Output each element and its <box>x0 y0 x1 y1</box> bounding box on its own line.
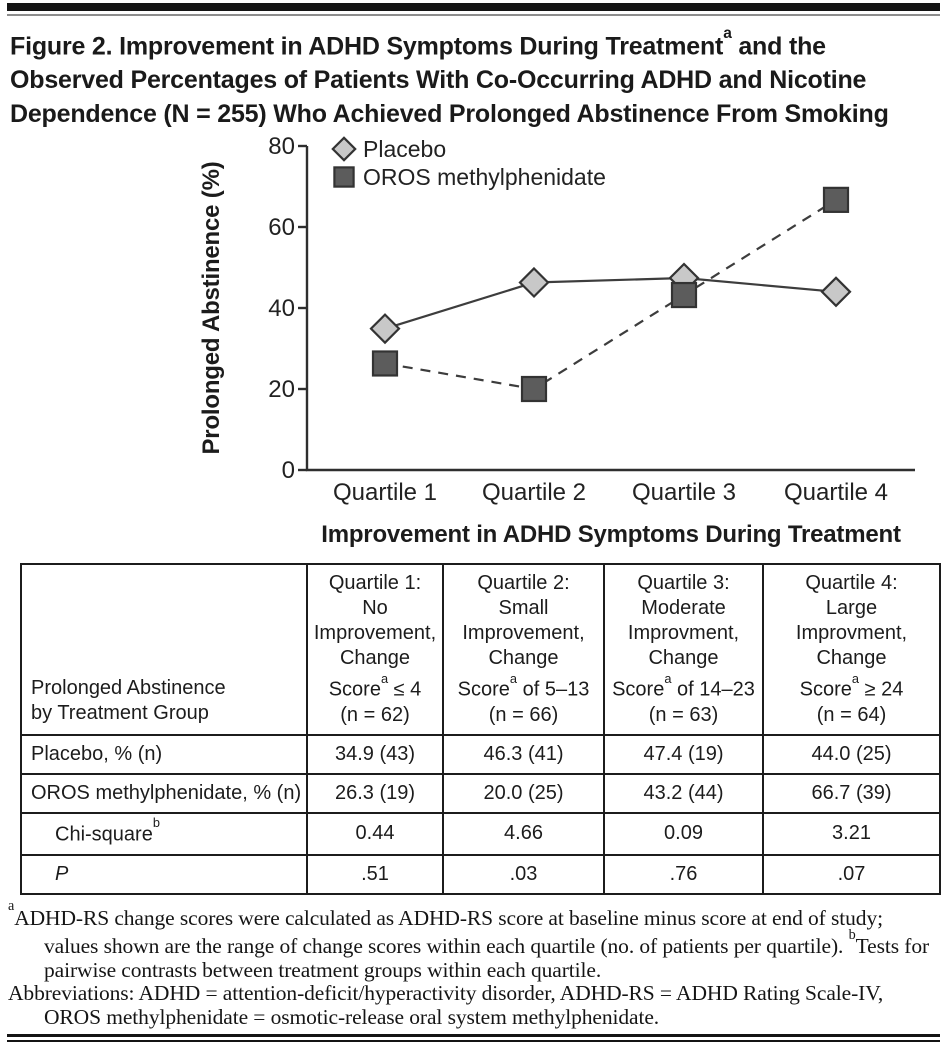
y-tick-label: 20 <box>268 376 295 404</box>
footnotes <box>8 898 942 1030</box>
diamond-marker <box>333 138 355 160</box>
value-cell: .03 <box>443 855 604 894</box>
column-header-quartile-3: Quartile 3: Moderate Improvment, Change Score$^a$ of 14–23 (n = 63) <box>604 564 763 735</box>
value-cell: 44.0 (25) <box>763 735 940 774</box>
value-cell: 34.9 (43) <box>307 735 443 774</box>
x-category-label: Quartile 2 <box>481 479 587 507</box>
square-marker <box>522 377 546 401</box>
bottom-rule <box>7 1034 940 1042</box>
column-header-quartile-1: Quartile 1: No Improvement, Change Score$^a$ ≤ 4 (n = 62) <box>307 564 443 735</box>
series-line-placebo <box>385 278 836 329</box>
footnote-abbreviations: Abbreviations: ADHD = attention-deficit/hyperactivity disorder, ADHD-RS = ADHD Rating Scale-IV, OROS methylphenidate = osmotic-release oral system methylphenidate. <box>8 981 884 1029</box>
value-cell: 20.0 (25) <box>443 774 604 813</box>
y-tick-label: 0 <box>281 457 295 485</box>
value-cell: 66.7 (39) <box>763 774 940 813</box>
square-marker <box>672 283 696 307</box>
legend-label-oros-methylphenidate: OROS methylphenidate <box>363 164 606 191</box>
x-category-label: Quartile 1 <box>332 479 438 507</box>
table-row <box>21 735 940 774</box>
line-chart <box>0 131 947 561</box>
table-body <box>21 564 940 893</box>
figure-page <box>0 3 947 1027</box>
x-category-label: Quartile 4 <box>783 479 889 507</box>
corner-header-cell: Prolonged Abstinence by Treatment Group <box>21 564 307 735</box>
value-cell: 46.3 (41) <box>443 735 604 774</box>
value-cell: .51 <box>307 855 443 894</box>
value-cell: 3.21 <box>763 813 940 855</box>
value-cell: .07 <box>763 855 940 894</box>
top-rule-thick-line <box>7 3 940 11</box>
column-header-quartile-2: Quartile 2: Small Improvement, Change Score$^a$ of 5–13 (n = 66) <box>443 564 604 735</box>
top-rule <box>7 3 940 16</box>
row-label-cell: Placebo, % (n) <box>21 735 307 774</box>
row-label-cell: Chi-square$^b$ <box>21 813 307 855</box>
value-cell: 47.4 (19) <box>604 735 763 774</box>
square-marker <box>334 168 353 187</box>
x-axis-title: Improvement in ADHD Symptoms During Treatment <box>321 521 901 549</box>
row-label-cell: OROS methylphenidate, % (n) <box>21 774 307 813</box>
value-cell: 0.44 <box>307 813 443 855</box>
square-marker <box>824 188 848 212</box>
value-cell: 4.66 <box>443 813 604 855</box>
diamond-marker <box>371 315 399 343</box>
table-row <box>21 855 940 894</box>
series-line-oros-methylphenidate <box>385 200 836 389</box>
row-label-cell: P <box>21 855 307 894</box>
chart-svg <box>0 131 947 561</box>
value-cell: 43.2 (44) <box>604 774 763 813</box>
y-tick-label: 80 <box>268 133 295 161</box>
results-table <box>20 563 941 894</box>
square-marker <box>373 352 397 376</box>
value-cell: 0.09 <box>604 813 763 855</box>
footnote-scores: $^a$ADHD-RS change scores were calculated as ADHD-RS score at baseline minus score at end of study; values shown are the range of change scores within each quartile (no. of patients per quartile). $^b$Tests for pairwise contrasts between treatment groups within each quartile. <box>8 898 930 982</box>
figure-title: Figure 2. Improvement in ADHD Symptoms During Treatment$^a$ and the Observed Percentages of Patients With Co-Occurring ADHD and Nicotine Dependence (N = 255) Who Achieved Prolonged Abstinence From Smoking <box>10 25 889 129</box>
y-axis-title: Prolonged Abstinence (%) <box>198 161 225 455</box>
legend-label-placebo: Placebo <box>363 136 447 163</box>
table-row <box>21 813 940 855</box>
top-rule-thin-line <box>7 14 940 16</box>
value-cell: .76 <box>604 855 763 894</box>
bottom-rule-line-1 <box>7 1034 940 1037</box>
x-category-label: Quartile 3 <box>631 479 737 507</box>
table-row <box>21 774 940 813</box>
value-cell: 26.3 (19) <box>307 774 443 813</box>
y-tick-label: 40 <box>268 295 295 323</box>
column-header-quartile-4: Quartile 4: Large Improvment, Change Score$^a$ ≥ 24 (n = 64) <box>763 564 940 735</box>
y-tick-label: 60 <box>268 214 295 242</box>
diamond-marker <box>520 269 548 297</box>
table-header-row <box>21 564 940 735</box>
diamond-marker <box>822 278 850 306</box>
